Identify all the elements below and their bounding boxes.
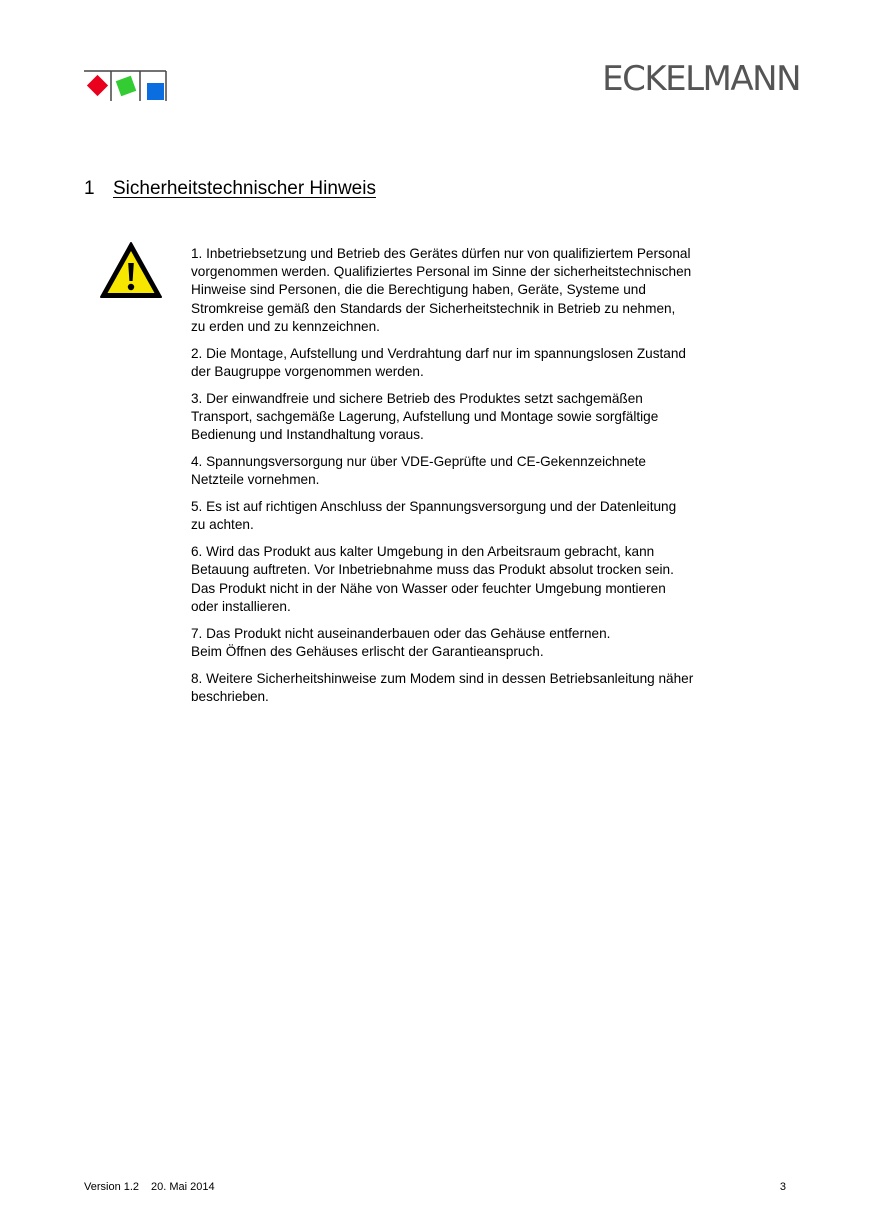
safety-note: 5. Es ist auf richtigen Anschluss der Spannungsversorgung und der Datenleitung zu achten. [191, 499, 677, 533]
footer-version-info [84, 1180, 215, 1194]
safety-note: 2. Die Montage, Aufstellung und Verdrahtung darf nur im spannungslosen Zustand der Baugruppe vorgenommen werden. [191, 345, 686, 379]
safety-note: 6. Wird das Produkt aus kalter Umgebung in den Arbeitsraum gebracht, kann Betauung auftreten. Vor Inbetriebnahme muss das Produkt absolut trocken sein. Das Produkt nicht in der Nähe von Wasser oder feuchter Umgebung montieren oder installieren. [191, 544, 674, 614]
safety-note: 8. Weitere Sicherheitshinweise zum Modem sind in dessen Betriebsanleitung näher beschrieben. [191, 670, 694, 705]
logo-green-square [116, 76, 137, 97]
safety-note: 3. Der einwandfreie und sichere Betrieb des Produktes setzt sachgemäßen Transport, sachgemäße Lagerung, Aufstellung und Montage sowie sorgfältige Bedienung und Instandhaltung voraus. [191, 390, 659, 443]
footer-date: 20. Mai 2014 [151, 1181, 215, 1193]
section-heading [84, 177, 376, 201]
logo-blue-square [147, 83, 164, 100]
brand-wordmark: ECKELMANN [602, 59, 800, 99]
warning-triangle-icon [99, 241, 163, 299]
safety-notes [191, 245, 761, 715]
section-number: 1 [84, 178, 95, 199]
safety-note: 1. Inbetriebsetzung und Betrieb des Gerätes dürfen nur von qualifiziertem Personal vorgenommen werden. Qualifiziertes Personal im Sinne der sicherheitstechnischen Hinweise sind Personen, die die Berechtigung haben, Geräte, Systeme und Stromkreise gemäß den Standards der Sicherheitstechnik in Betrieb zu nehmen, zu erden und zu kennzeichnen. [191, 246, 692, 334]
company-logo-marks [84, 70, 168, 102]
footer-version: Version 1.2 [84, 1181, 140, 1193]
section-title: Sicherheitstechnischer Hinweis [113, 178, 376, 199]
safety-note: 7. Das Produkt nicht auseinanderbauen oder das Gehäuse entfernen. Beim Öffnen des Gehäuses erlischt der Garantieanspruch. [191, 625, 611, 659]
page-number: 3 [779, 1181, 786, 1193]
logo-red-square [87, 75, 108, 96]
safety-note: 4. Spannungsversorgung nur über VDE-Geprüfte und CE-Gekennzeichnete Netzteile vornehmen. [191, 454, 646, 488]
